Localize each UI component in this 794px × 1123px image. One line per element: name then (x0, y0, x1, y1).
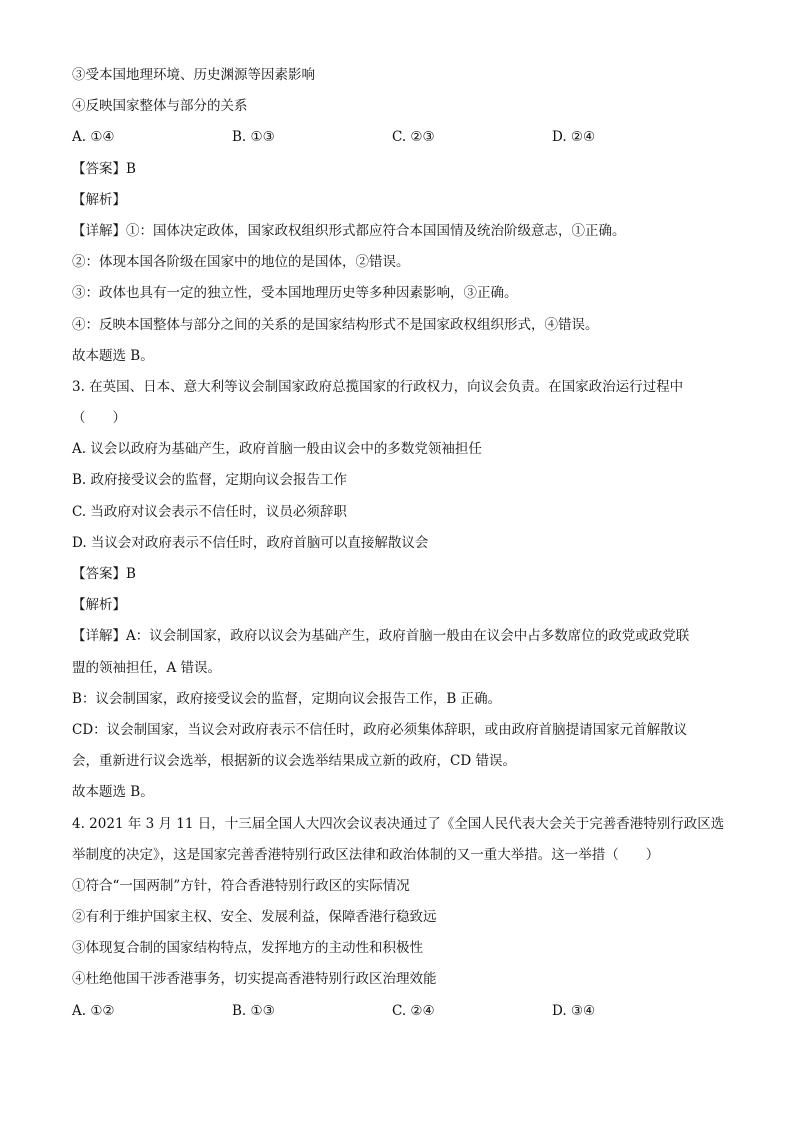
q4-option-a: A. ①② (72, 1002, 115, 1019)
q3-stem-blank: （ ） (72, 410, 126, 427)
q4-item-4: ④杜绝他国干涉香港事务，切实提高香港特别行政区治理效能 (72, 971, 437, 988)
q3-detail-line: CD：议会制国家，当议会对政府表示不信任时，政府必须集体辞职，或由政府首脑提请国家元首解散议 (72, 721, 688, 738)
q3-conclusion: 故本题选 B。 (72, 784, 154, 801)
q3-detail-line: 会，重新进行议会选举，根据新的议会选举结果成立新的政府，CD 错误。 (72, 753, 516, 770)
q2-options (72, 122, 732, 153)
q2-option-b: B. ①③ (232, 129, 275, 146)
q3-detail-line: 【详解】A：议会制国家，政府以议会为基础产生，政府首脑一般由在议会中占多数席位的政党或政党联 (72, 628, 690, 645)
q2-item-3: ③受本国地理环境、历史渊源等因素影响 (72, 67, 315, 83)
q2-detail-line: 【详解】①：国体决定政体，国家政权组织形式都应符合本国国情及统治阶级意志，①正确。 (72, 222, 626, 239)
q2-detail-line: ④：反映本国整体与部分之间的关系的是国家结构形式不是国家政权组织形式，④错误。 (72, 316, 599, 333)
q4-option-d: D. ③④ (552, 1002, 596, 1019)
q4-option-b: B. ①③ (232, 1002, 275, 1019)
q2-option-a: A. ①④ (72, 129, 115, 146)
q3-option-c: C. 当政府对议会表示不信任时，议员必须辞职 (72, 503, 347, 520)
q2-detail-line: ③：政体也具有一定的独立性，受本国地理历史等多种因素影响，③正确。 (72, 285, 518, 302)
q3-analysis-label: 【解析】 (72, 597, 126, 614)
q2-detail-line: ②：体现本国各阶级在国家中的地位的是国体，②错误。 (72, 254, 410, 271)
q3-option-d: D. 当议会对政府表示不信任时，政府首脑可以直接解散议会 (72, 534, 429, 551)
q3-option-b: B. 政府接受议会的监督，定期向议会报告工作 (72, 472, 348, 489)
q4-item-3: ③体现复合制的国家结构特点，发挥地方的主动性和积极性 (72, 940, 423, 957)
q2-option-c: C. ②③ (392, 129, 435, 146)
q3-answer: 【答案】B (72, 566, 136, 582)
q4-item-1: ①符合“一国两制”方针，符合香港特别行政区的实际情况 (72, 877, 410, 894)
q2-item-4: ④反映国家整体与部分的关系 (72, 98, 248, 115)
q2-analysis-label: 【解析】 (72, 191, 126, 208)
q4-stem: 4. 2021 年 3 月 11 日，十三届全国人大四次会议表决通过了《全国人民代表大会关于完善香港特别行政区选 (72, 815, 725, 832)
q2-answer: 【答案】B (72, 160, 136, 177)
q4-options (72, 996, 732, 1027)
q3-option-a: A. 议会以政府为基础产生，政府首脑一般由议会中的多数党领袖担任 (72, 441, 482, 458)
q4-stem: 举制度的决定》，这是国家完善香港特别行政区法律和政治体制的又一重大举措。这一举措（ ） (72, 846, 660, 863)
q4-item-2: ②有利于维护国家主权、安全、发展利益，保障香港行稳致远 (72, 909, 437, 926)
document-page (72, 60, 732, 1027)
q2-conclusion: 故本题选 B。 (72, 347, 154, 364)
q3-stem: 3. 在英国、日本、意大利等议会制国家政府总揽国家的行政权力，向议会负责。在国家政治运行过程中 (72, 378, 684, 395)
q4-option-c: C. ②④ (392, 1002, 435, 1019)
q3-detail-line: 盟的领袖担任，A 错误。 (72, 659, 222, 676)
q2-option-d: D. ②④ (552, 129, 596, 146)
q3-detail-line: B：议会制国家，政府接受议会的监督，定期向议会报告工作，B 正确。 (72, 690, 502, 707)
